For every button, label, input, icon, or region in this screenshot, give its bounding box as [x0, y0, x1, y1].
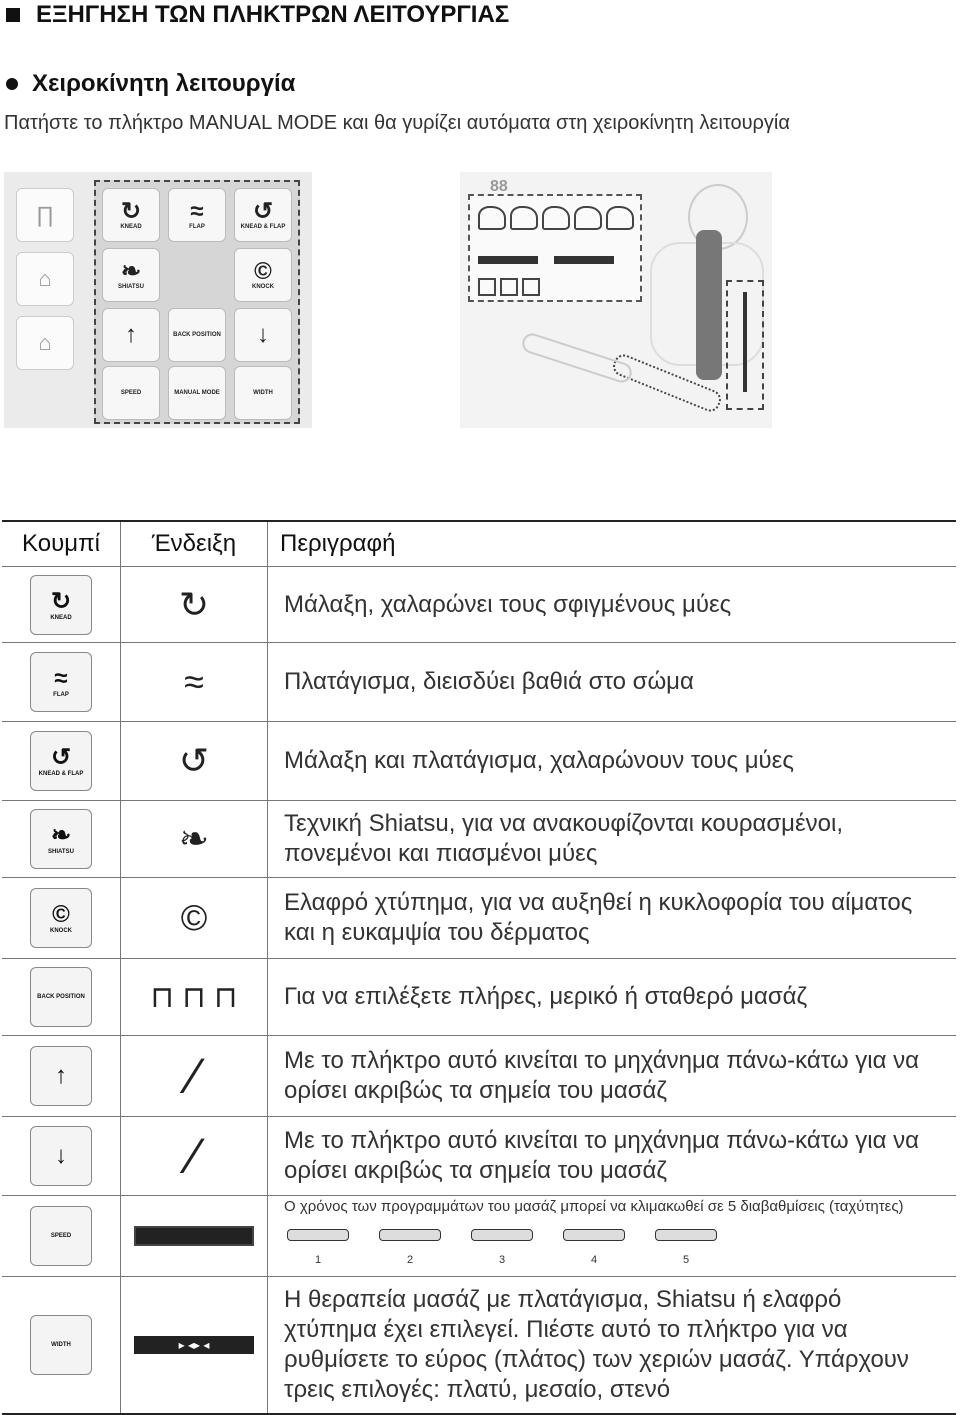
description-line: Η θεραπεία μασάζ με πλατάγισμα, Shiatsu ή ελαφρό [284, 1286, 842, 1313]
table-row [2, 567, 956, 643]
speed-step-bar [471, 1229, 533, 1241]
lcd-flap-icon [510, 206, 538, 230]
remote-key-label: SHIATSU [118, 284, 144, 290]
remote-side-key-icon: ∏ [35, 202, 55, 227]
dot-bullet-icon [6, 78, 18, 90]
lcd-speed-bar [478, 256, 538, 264]
intro-text: Πατήστε το πλήκτρο MANUAL MODE και θα γυρίζει αυτόματα στη χειροκίνητη λειτουργία [4, 112, 790, 134]
speed-steps [284, 1229, 956, 1275]
indicator-cell [121, 1117, 268, 1195]
down-arrow-icon: ↓ [257, 321, 269, 348]
remote-key-grid [94, 180, 300, 424]
knead-button-icon [30, 575, 92, 635]
speed-step-bar [655, 1229, 717, 1241]
description-line: πονεμένοι και πιασμένοι μύες [284, 840, 598, 867]
roller-track-line [743, 292, 747, 392]
up-arrow-icon: ↑ [55, 1062, 67, 1089]
remote-key-up [102, 308, 160, 362]
down-arrow-button-icon [30, 1126, 92, 1186]
button-cell [2, 1036, 121, 1116]
shiatsu-icon: ❧ [50, 822, 72, 849]
remote-side-key-icon: ⌂ [38, 330, 52, 355]
speed-step-bar [563, 1229, 625, 1241]
back-position-button-icon [30, 967, 92, 1027]
remote-key-flap [168, 188, 226, 242]
lcd-position-icon [500, 278, 518, 296]
description-line: Για να επιλέξετε πλήρες, μερικό ή σταθερό μασάζ [284, 983, 808, 1010]
section-heading-text: ΕΞΗΓΗΣΗ ΤΩΝ ΠΛΗΚΤΡΩΝ ΛΕΙΤΟΥΡΓΙΑΣ [36, 1, 510, 28]
remote-side-key-2 [16, 252, 74, 306]
shiatsu-indicator-icon: ❧ [178, 818, 210, 859]
lcd-knead-icon [478, 206, 506, 230]
remote-key-down [234, 308, 292, 362]
button-cell [2, 1277, 121, 1413]
description-line: Μάλαξη, χαλαρώνει τους σφιγμένους μύες [284, 590, 732, 618]
remote-side-key-1 [16, 188, 74, 242]
description-cell [268, 1277, 956, 1413]
description-cell [268, 567, 956, 642]
speed-step-bar [379, 1229, 441, 1241]
button-label: WIDTH [51, 1342, 71, 1348]
remote-key-label: WIDTH [253, 390, 273, 396]
knead-flap-icon: ↺ [252, 198, 274, 225]
speed-step [652, 1229, 720, 1275]
description-line: και η ευκαμψία του δέρματος [284, 919, 590, 946]
subheading-text: Χειροκίνητη λειτουργία [32, 70, 296, 97]
description-line: ορίσει ακριβώς τα σημεία του μασάζ [284, 1157, 667, 1184]
back-roller-spine [696, 230, 722, 380]
speed-step [376, 1229, 444, 1275]
remote-key-manual-mode [168, 366, 226, 420]
description-cell [268, 1117, 956, 1195]
description-line: Τεχνική Shiatsu, για να ανακουφίζονται κουρασμένοι, [284, 810, 844, 837]
roller-down-indicator-icon: ∕ [189, 1128, 199, 1184]
section-heading [6, 0, 509, 30]
speed-step-bar [287, 1229, 349, 1241]
remote-key-knead [102, 188, 160, 242]
speed-step-number: 5 [682, 1254, 690, 1266]
table-row [2, 722, 956, 801]
indicator-cell [121, 722, 268, 800]
down-arrow-icon: ↓ [55, 1142, 67, 1169]
table-row [2, 801, 956, 878]
remote-control-panel [4, 172, 312, 428]
indicator-cell [121, 878, 268, 958]
button-label: KNOCK [50, 928, 72, 934]
button-label: SHIATSU [48, 849, 74, 855]
lcd-timer-digits: 88 [490, 178, 508, 195]
width-button-icon [30, 1315, 92, 1375]
flap-icon: ≈ [54, 665, 68, 692]
knock-icon: © [52, 901, 70, 928]
header-indicator: Ένδειξη [121, 522, 268, 566]
lcd-position-icon [522, 278, 540, 296]
back-position-indicator-icon: ⊓ ⊓ ⊓ [150, 980, 238, 1014]
speed-step [560, 1229, 628, 1275]
button-label: SPEED [50, 1233, 72, 1239]
table-row [2, 878, 956, 959]
description-line: ρυθμίσετε το εύρος (πλάτος) των χεριών μασάζ. Υπάρχουν [284, 1346, 909, 1373]
shiatsu-icon: ❧ [120, 258, 142, 285]
lcd-width-bar [554, 256, 614, 264]
table-row [2, 959, 956, 1036]
header-button: Κουμπί [2, 522, 121, 566]
description-cell [268, 722, 956, 800]
button-cell [2, 801, 121, 877]
description-line: Με το πλήκτρο αυτό κινείται το μηχάνημα πάνω-κάτω για να [284, 1127, 920, 1154]
indicator-cell [121, 1196, 268, 1276]
button-label: FLAP [53, 692, 69, 698]
lcd-knead-flap-icon [542, 206, 570, 230]
knead-flap-button-icon [30, 731, 92, 791]
description-cell [268, 878, 956, 958]
remote-key-shiatsu [102, 248, 160, 302]
knock-button-icon [30, 888, 92, 948]
description-cell [268, 1036, 956, 1116]
subheading [6, 70, 295, 98]
button-label: KNEAD [50, 614, 72, 621]
knead-indicator-icon: ↻ [178, 583, 210, 625]
speed-step-number: 2 [406, 1254, 414, 1266]
table-row [2, 1277, 956, 1413]
lcd-screen [468, 178, 642, 302]
button-explanation-table [2, 520, 956, 1415]
knock-icon: © [254, 258, 272, 285]
indicator-cell [121, 567, 268, 642]
remote-key-label: KNEAD & FLAP [240, 224, 286, 230]
remote-key-label: MANUAL MODE [174, 390, 220, 396]
table-row [2, 1036, 956, 1117]
remote-key-knock [234, 248, 292, 302]
description-line: Με το πλήκτρο αυτό κινείται το μηχάνημα πάνω-κάτω για να [284, 1047, 920, 1074]
roller-up-indicator-icon: ∕ [189, 1048, 199, 1104]
knead-icon: ↻ [50, 587, 72, 615]
table-row [2, 643, 956, 722]
button-cell [2, 722, 121, 800]
remote-key-label: BACK POSITION [173, 332, 221, 338]
description-cell [268, 643, 956, 721]
remote-key-speed [102, 366, 160, 420]
flap-icon: ≈ [190, 198, 204, 225]
flap-indicator-icon: ≈ [184, 661, 204, 702]
speed-bar-icon [134, 1226, 254, 1246]
button-cell [2, 959, 121, 1035]
knead-icon: ↻ [120, 198, 142, 225]
indicator-cell [121, 801, 268, 877]
up-arrow-icon: ↑ [125, 321, 137, 348]
indicator-cell [121, 643, 268, 721]
remote-key-label: KNEAD [120, 224, 142, 230]
knead-flap-icon: ↺ [50, 744, 72, 771]
table-row [2, 1117, 956, 1196]
speed-step-number: 3 [498, 1254, 506, 1266]
button-cell [2, 1117, 121, 1195]
remote-side-key-icon: ⌂ [38, 266, 52, 291]
square-bullet-icon [6, 8, 20, 22]
description-line: Μάλαξη και πλατάγισμα, χαλαρώνουν τους μύες [284, 747, 794, 774]
remote-key-width [234, 366, 292, 420]
description-line: χτύπημα έχει επιλεγεί. Πιέστε αυτό το πλήκτρο για να [284, 1316, 848, 1343]
lcd-shiatsu-icon [574, 206, 602, 230]
button-cell [2, 643, 121, 721]
button-cell [2, 878, 121, 958]
description-line: Πλατάγισμα, διεισδύει βαθιά στο σώμα [284, 668, 694, 695]
table-header-row [2, 522, 956, 567]
table-row [2, 1196, 956, 1277]
remote-key-label: FLAP [189, 224, 205, 230]
description-line: Ο χρόνος των προγραμμάτων του μασάζ μπορεί να κλιμακωθεί σε 5 διαβαθμίσεις (ταχύτητες) [284, 1198, 904, 1215]
lcd-knock-icon [606, 206, 634, 230]
description-cell [268, 959, 956, 1035]
knock-indicator-icon: © [180, 897, 208, 938]
speed-step [284, 1229, 352, 1275]
speed-step-number: 1 [314, 1254, 322, 1266]
roller-track [726, 280, 764, 410]
description-cell [268, 801, 956, 877]
shiatsu-button-icon [30, 809, 92, 869]
remote-key-label: KNOCK [252, 284, 274, 290]
button-label: KNEAD & FLAP [38, 771, 84, 777]
header-description: Περιγραφή [280, 530, 396, 557]
remote-key-knead-flap [234, 188, 292, 242]
description-line: Ελαφρό χτύπημα, για να αυξηθεί η κυκλοφορία του αίματος [284, 889, 913, 916]
width-bar-icon: ▸ ◂▸ ◂ [134, 1336, 254, 1354]
description-line: ορίσει ακριβώς τα σημεία του μασάζ [284, 1077, 667, 1104]
description-cell [268, 1196, 956, 1276]
button-cell [2, 1196, 121, 1276]
lcd-position-icon [478, 278, 496, 296]
button-cell [2, 567, 121, 642]
speed-step-number: 4 [590, 1254, 598, 1266]
up-arrow-button-icon [30, 1046, 92, 1106]
indicator-cell [121, 959, 268, 1035]
indicator-cell [121, 1036, 268, 1116]
indicator-cell [121, 1277, 268, 1413]
speed-button-icon [30, 1206, 92, 1266]
knead-flap-indicator-icon: ↺ [178, 740, 210, 781]
speed-step [468, 1229, 536, 1275]
button-label: BACK POSITION [37, 994, 85, 1000]
remote-key-back-position [168, 308, 226, 362]
remote-side-key-3 [16, 316, 74, 370]
description-line: τρεις επιλογές: πλατύ, μεσαίο, στενό [284, 1376, 671, 1403]
flap-button-icon [30, 652, 92, 712]
remote-key-label: SPEED [120, 390, 142, 396]
lcd-display-illustration [460, 172, 772, 428]
